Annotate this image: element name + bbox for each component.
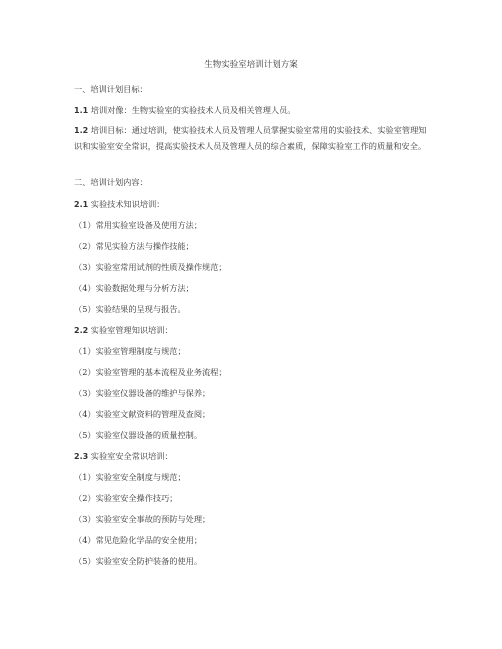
subsection-2-2-heading <box>74 323 434 338</box>
list-item: （3）实验室常用试剂的性质及操作规范； <box>74 262 227 272</box>
list-item: （2）实验室管理的基本流程及业务流程； <box>74 367 227 377</box>
subsection-title: 实验室安全常识培训： <box>88 451 173 461</box>
list-item: （5）实验室安全防护装备的使用。 <box>74 556 203 566</box>
list-item: （3）实验室仪器设备的维护与保养； <box>74 388 211 398</box>
subsection-2-1-heading <box>74 197 434 212</box>
list-item: （5）实验室仪器设备的质量控制。 <box>74 430 203 440</box>
subsection-number: 2.3 <box>74 452 89 461</box>
list-item: （2）实验室安全操作技巧； <box>74 493 178 503</box>
list-item: （1）常用实验室设备及使用方法； <box>74 220 203 230</box>
paragraph-text: 培训目标：通过培训，使实验技术人员及管理人员掌握实验室常用的实验技术、实验室管理知识和实验室安全常识，提高实验技术人员及管理人员的综合素质，保障实验室工作的质量和安全。 <box>74 125 427 151</box>
list-item: （5）实验结果的呈现与报告。 <box>74 304 186 314</box>
list-item: （1）实验室管理制度与规范； <box>74 346 186 356</box>
paragraph-1-2 <box>74 123 432 154</box>
subsection-number: 2.2 <box>74 326 89 335</box>
subsection-title: 实验室管理知识培训： <box>88 325 173 335</box>
section-1-heading: 一、培训计划目标： <box>74 84 148 94</box>
paragraph-text: 培训对像：生物实验室的实验技术人员及相关管理人员。 <box>88 105 296 115</box>
list-item: （4）实验室文献资料的管理及查阅； <box>74 409 211 419</box>
section-2-heading: 二、培训计划内容： <box>74 177 148 187</box>
subsection-number: 2.1 <box>74 200 89 209</box>
subsection-title: 实验技术知识培训： <box>88 199 165 209</box>
paragraph-1-1 <box>74 103 434 118</box>
list-item: （3）实验室安全事故的预防与处理； <box>74 514 211 524</box>
list-item: （2）常见实验方法与操作技能； <box>74 241 194 251</box>
document-title: 生物实验室培训计划方案 <box>204 60 298 70</box>
list-item: （1）实验室安全制度与规范； <box>74 472 186 482</box>
list-item: （4）常见危险化学品的安全使用； <box>74 535 203 545</box>
subsection-2-3-heading <box>74 449 434 464</box>
list-item: （4）实验数据处理与分析方法； <box>74 283 194 293</box>
paragraph-number: 1.2 <box>74 126 89 135</box>
paragraph-number: 1.1 <box>74 106 89 115</box>
